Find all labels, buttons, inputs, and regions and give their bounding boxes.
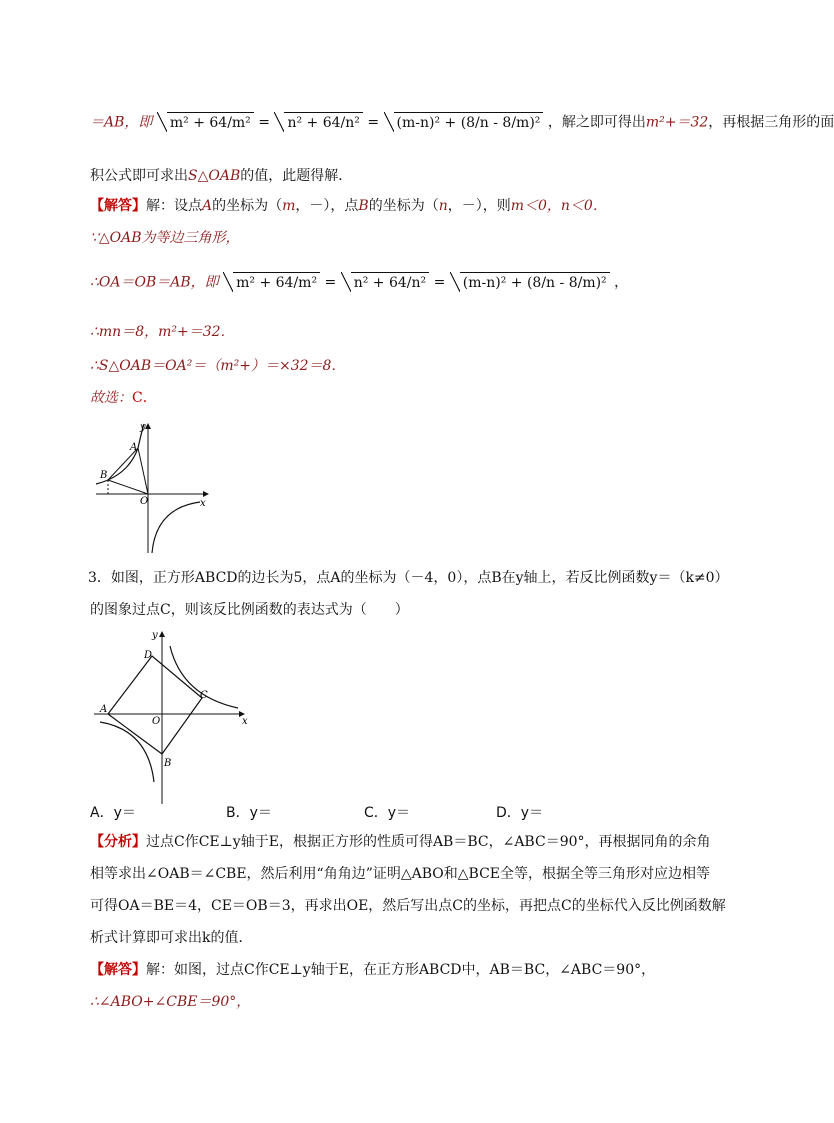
hyperbola-branch-right bbox=[152, 502, 200, 553]
option-a[interactable]: A．y＝ bbox=[90, 805, 136, 821]
radical-5-expr: n² + 64/n² bbox=[353, 275, 427, 291]
equals-1: = bbox=[258, 114, 270, 131]
analysis-line-2: 相等求出∠OAB＝∠CBE，然后利用“角角边”证明△ABO和△BCE全等，根据全等三角形对应边相等 bbox=[90, 866, 711, 882]
option-b[interactable]: B．y＝ bbox=[226, 805, 272, 821]
line-3-mid: 的坐标为（ bbox=[212, 198, 283, 214]
line-5-post: ， bbox=[614, 274, 629, 291]
choice-prefix: 故选： bbox=[90, 390, 132, 406]
hyperbola-lower bbox=[100, 722, 154, 782]
line-2 bbox=[90, 166, 352, 186]
line-5 bbox=[90, 272, 628, 293]
radical-3-expr: (m-n)² + (8/n - 8/m)² bbox=[396, 115, 541, 131]
line-7: ∴S△OAB＝OA²＝（m²+）＝×32＝8． bbox=[90, 358, 346, 374]
option-c[interactable]: C．y＝ bbox=[364, 805, 411, 821]
point-a-label: A bbox=[202, 198, 213, 214]
equals-4: = bbox=[433, 274, 446, 291]
radical-5 bbox=[351, 272, 429, 293]
choice-answer: C． bbox=[132, 390, 157, 406]
line-3-text: 解：设点 bbox=[146, 198, 202, 214]
figure-1 bbox=[88, 418, 218, 558]
segment-bo bbox=[108, 480, 148, 494]
fig1-x-label: x bbox=[200, 498, 206, 509]
fig2-y-label: y bbox=[152, 630, 158, 641]
fig2-o-label: O bbox=[152, 716, 161, 727]
line-3-mid2: ，－），点 bbox=[295, 198, 359, 214]
radical-2 bbox=[284, 112, 362, 133]
equals-2: = bbox=[367, 114, 380, 131]
condition: m＜0，n＜0． bbox=[510, 198, 607, 214]
radical-4-expr: m² + 64/m² bbox=[236, 275, 318, 291]
line-6: ∴mn＝8，m²+＝32． bbox=[90, 324, 235, 340]
line-3-mid4: ，－），则 bbox=[447, 198, 511, 214]
radical-3 bbox=[394, 112, 544, 133]
fig2-a-label: A bbox=[100, 704, 108, 715]
analysis-line-3: 可得OA＝BE＝4，CE＝OB＝3，再求出OE，然后写出点C的坐标，再把点C的坐标代入反比例函数解 bbox=[90, 898, 726, 914]
answer-line-2: ∴∠ABO+∠CBE＝90°， bbox=[90, 994, 251, 1010]
radical-1 bbox=[167, 112, 254, 133]
radical-1-expr: m² + 64/m² bbox=[169, 115, 251, 131]
q3-line-1: 3．如图，正方形ABCD的边长为5，点A的坐标为（－4，0），点B在y轴上，若反比例函数y＝（k≠0） bbox=[88, 570, 729, 586]
option-d[interactable]: D．y＝ bbox=[496, 805, 544, 821]
answer-line-1 bbox=[90, 960, 655, 980]
line-2-a: 积公式即可求出 bbox=[90, 168, 188, 184]
fig2-x-label: x bbox=[242, 716, 248, 727]
line-3 bbox=[90, 196, 607, 216]
q3-line-2: 的图象过点C，则该反比例函数的表达式为（ ） bbox=[90, 602, 409, 618]
line-1-tail: ，再根据三角形的面 bbox=[708, 114, 834, 131]
point-b-label: B bbox=[358, 198, 369, 214]
analysis-tag: 【分析】 bbox=[90, 834, 146, 850]
radical-4 bbox=[233, 272, 320, 293]
figure-2 bbox=[92, 626, 252, 806]
line-1-prefix: ＝AB，即 bbox=[90, 114, 153, 131]
radical-6 bbox=[460, 272, 610, 293]
line-1-m2: m²+＝32 bbox=[645, 114, 709, 131]
var-n: n bbox=[438, 198, 448, 214]
answer-tag-2: 【解答】 bbox=[90, 962, 146, 978]
analysis-line-1 bbox=[90, 832, 711, 852]
line-4: ∵△OAB为等边三角形， bbox=[90, 230, 240, 246]
line-8 bbox=[90, 388, 157, 408]
segment-ao bbox=[138, 448, 148, 494]
line-3-mid3: 的坐标为（ bbox=[368, 198, 439, 214]
fig1-a-label: A bbox=[130, 442, 138, 453]
analysis-text-1: 过点C作CE⊥y轴于E，根据正方形的性质可得AB＝BC，∠ABC＝90°，再根据同角的余角 bbox=[146, 834, 711, 850]
radical-2-expr: n² + 64/n² bbox=[287, 115, 360, 131]
fig1-y-label: y bbox=[140, 422, 146, 433]
fig2-d-label: D bbox=[144, 650, 153, 661]
fig2-b-label: B bbox=[164, 758, 172, 769]
answer-tag: 【解答】 bbox=[90, 198, 146, 214]
equals-3: = bbox=[324, 274, 337, 291]
fig1-o-label: O bbox=[140, 496, 149, 507]
line-2-b: 的值，此题得解． bbox=[240, 168, 353, 184]
line-2-s: S△OAB bbox=[188, 168, 241, 184]
fig2-c-label: C bbox=[200, 690, 208, 701]
line-1 bbox=[90, 112, 834, 133]
analysis-line-4: 析式计算即可求出k的值． bbox=[90, 930, 253, 946]
line-1-post: ，解之即可得出 bbox=[547, 114, 646, 131]
fig1-b-label: B bbox=[100, 470, 108, 481]
answer-text-1: 解：如图，过点C作CE⊥y轴于E，在正方形ABCD中，AB＝BC，∠ABC＝90°， bbox=[146, 962, 656, 978]
radical-6-expr: (m-n)² + (8/n - 8/m)² bbox=[462, 275, 607, 291]
var-m: m bbox=[282, 198, 296, 214]
square-abcd bbox=[108, 656, 202, 754]
line-5-prefix: ∴OA＝OB＝AB，即 bbox=[90, 274, 219, 291]
